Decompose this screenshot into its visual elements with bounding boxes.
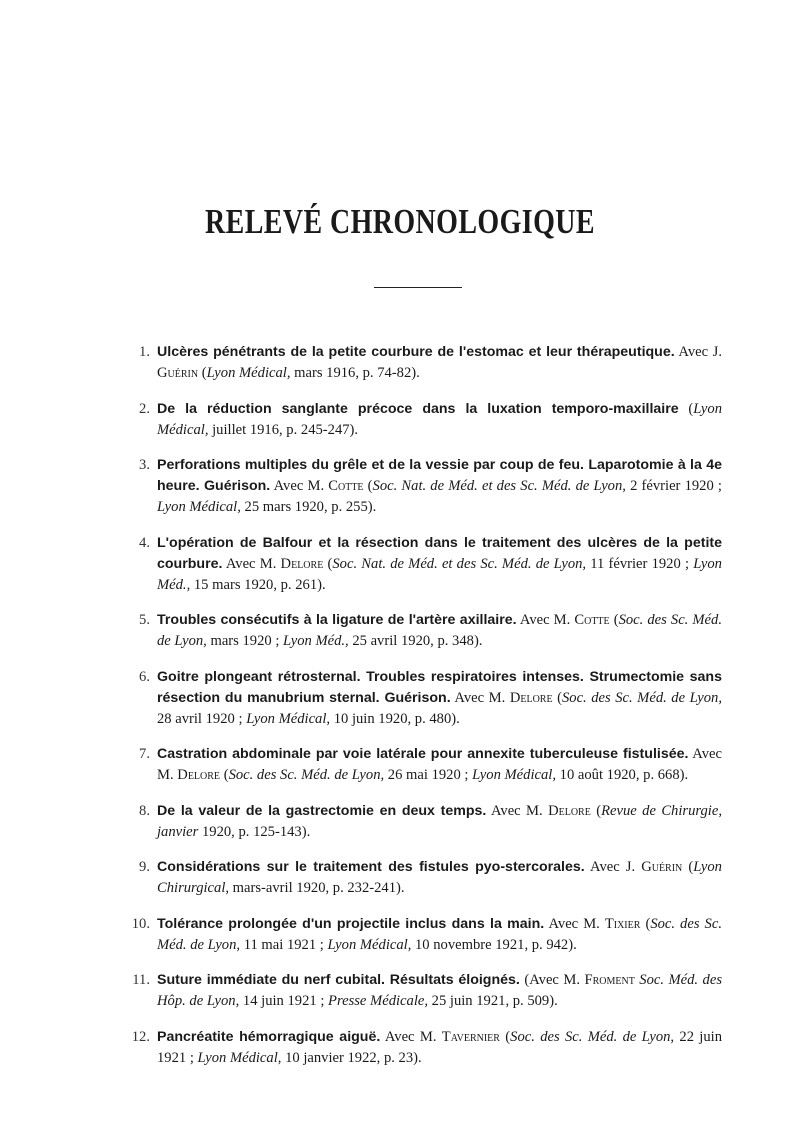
- citation-text: 25 mars 1920, p. 255).: [240, 499, 377, 515]
- citation-text: Avec J.: [584, 859, 642, 875]
- citation-text: mars-avril 1920, p. 232-241).: [229, 880, 405, 896]
- author-name: Delore: [548, 802, 591, 819]
- publication-ref: Soc. Nat. de Méd. et des Sc. Méd. de Lyon,: [332, 555, 587, 572]
- publication-ref: Lyon Médical,: [206, 365, 291, 381]
- list-item: [0, 801, 800, 843]
- entry-title: L'opération de Balfour et la résection dans le traitement des ulcères de la petite courbure.: [157, 534, 722, 572]
- publication-ref: Revue de Chirurgie, janvier: [157, 802, 722, 840]
- publication-ref: Lyon Médical,: [327, 936, 412, 953]
- entry-number: 4.: [139, 534, 150, 551]
- citation-text: juillet 1916, p. 245-247).: [208, 421, 359, 438]
- citation-text: 1920, p. 125-143).: [198, 823, 311, 840]
- entry-number: 1.: [139, 344, 150, 360]
- citation-text: 26 mai 1920 ;: [384, 767, 473, 783]
- citation-text: Avec J.: [674, 344, 722, 360]
- list-item: [0, 744, 800, 786]
- author-name: Tixier: [604, 915, 641, 932]
- citation-text: 25 avril 1920, p. 348).: [348, 633, 483, 649]
- citation-text: Avec M.: [222, 555, 281, 572]
- entry-number: 10.: [131, 915, 150, 932]
- list-item: [0, 667, 800, 730]
- publication-ref: Soc. des Sc. Méd. de Lyon,: [510, 1028, 675, 1045]
- publication-ref: Lyon Médical,: [157, 400, 722, 438]
- entry-number: 9.: [139, 859, 150, 875]
- citation-text: 2 février 1920 ;: [625, 478, 722, 494]
- citation-text: Avec M.: [544, 915, 605, 932]
- author-name: Cotte: [328, 478, 364, 494]
- citation-text: (: [220, 767, 229, 783]
- entry-number: 5.: [139, 612, 150, 628]
- citation-text: Avec M.: [486, 802, 549, 819]
- entry-title: Goitre plongeant rétrosternal. Troubles respiratoires intenses. Strumectomie sans résection du manubrium sternal. Guérison.: [157, 668, 722, 706]
- entry-title: Ulcères pénétrants de la petite courbure de l'estomac et leur thérapeutique.: [157, 344, 675, 360]
- entry-title: De la valeur de la gastrectomie en deux temps.: [157, 802, 487, 819]
- title-divider: [374, 287, 462, 288]
- publication-ref: Soc. Méd. des Hôp. de Lyon,: [157, 972, 722, 1009]
- entry-number: 12.: [131, 1028, 150, 1045]
- publication-ref: Lyon Médical,: [157, 499, 241, 515]
- publication-ref: Soc. des Sc. Méd. de Lyon,: [561, 689, 723, 706]
- citation-text: mars 1920 ;: [206, 633, 284, 649]
- citation-text: (: [682, 859, 694, 875]
- list-item: [0, 1027, 800, 1069]
- citation-text: Avec M.: [516, 612, 575, 628]
- publication-ref: Lyon Méd.,: [283, 633, 349, 649]
- citation-text: 11 mai 1921 ;: [240, 936, 328, 953]
- citation-text: Avec M.: [270, 478, 329, 494]
- publication-ref: Lyon Médical,: [246, 710, 331, 727]
- list-item: [0, 533, 800, 596]
- publication-ref: Soc. Nat. de Méd. et des Sc. Méd. de Lyon,: [372, 478, 626, 494]
- publication-ref: Presse Médicale,: [328, 993, 429, 1009]
- author-name: Delore: [177, 767, 221, 783]
- list-item: [0, 455, 800, 518]
- author-name: Delore: [509, 689, 553, 706]
- author-name: Delore: [280, 555, 324, 572]
- entry-title: Pancréatite hémorragique aiguë.: [157, 1028, 381, 1045]
- chronological-list: [0, 342, 800, 1083]
- entry-title: Castration abdominale par voie latérale pour annexite tuberculeuse fistulisée.: [157, 746, 689, 762]
- publication-ref: Lyon Chirurgical,: [157, 859, 722, 896]
- entry-title: Suture immédiate du nerf cubital. Résultats éloignés.: [157, 972, 520, 988]
- citation-text: (: [499, 1028, 511, 1045]
- citation-text: 10 juin 1920, p. 480).: [330, 710, 460, 727]
- entry-number: 11.: [132, 972, 150, 988]
- list-item: [0, 914, 800, 956]
- list-item: [0, 342, 800, 384]
- publication-ref: Soc. des Sc. Méd. de Lyon,: [157, 915, 722, 953]
- citation-text: Avec M.: [450, 689, 510, 706]
- list-item: [0, 399, 800, 441]
- entry-number: 6.: [139, 668, 150, 685]
- author-name: Froment: [584, 972, 635, 988]
- entry-title: De la réduction sanglante précoce dans la luxation temporo-maxillaire: [157, 400, 679, 417]
- author-name: Guérin: [157, 365, 199, 381]
- publication-ref: Lyon Médical,: [472, 767, 556, 783]
- list-item: [0, 857, 800, 899]
- entry-title: Troubles consécutifs à la ligature de l'artère axillaire.: [157, 612, 517, 628]
- citation-text: 11 février 1920 ;: [586, 555, 694, 572]
- citation-text: 22 juin 1921 ;: [157, 1028, 723, 1066]
- citation-text: (: [363, 478, 373, 494]
- citation-text: Avec M.: [157, 746, 722, 783]
- citation-text: 10 janvier 1922, p. 23).: [281, 1049, 422, 1066]
- entry-number: 8.: [139, 802, 150, 819]
- citation-text: 28 avril 1920 ;: [157, 710, 247, 727]
- citation-text: 15 mars 1920, p. 261).: [190, 576, 326, 593]
- citation-text: (Avec M.: [519, 972, 585, 988]
- citation-text: (: [640, 915, 651, 932]
- citation-text: (: [590, 802, 602, 819]
- citation-text: 10 novembre 1921, p. 942).: [411, 936, 577, 953]
- publication-ref: Lyon Médical,: [197, 1049, 282, 1066]
- citation-text: (: [609, 612, 619, 628]
- entry-title: Considérations sur le traitement des fistules pyo-stercorales.: [157, 859, 585, 875]
- list-item: [0, 610, 800, 652]
- citation-text: 14 juin 1921 ;: [239, 993, 329, 1009]
- citation-text: mars 1916, p. 74-82).: [290, 365, 420, 381]
- citation-text: (: [678, 400, 694, 417]
- citation-text: 25 juin 1921, p. 509).: [428, 993, 558, 1009]
- citation-text: (: [198, 365, 207, 381]
- page-title: RELEVÉ CHRONOLOGIQUE: [205, 202, 595, 241]
- author-name: Guérin: [641, 859, 683, 875]
- entry-title: Perforations multiples du grêle et de la vessie par coup de feu. Laparotomie à la 4e heure. Guérison.: [157, 457, 722, 494]
- entry-number: 3.: [139, 457, 150, 473]
- author-name: Cotte: [574, 612, 610, 628]
- entry-number: 2.: [139, 400, 150, 417]
- citation-text: Avec M.: [380, 1028, 442, 1045]
- citation-text: 10 août 1920, p. 668).: [556, 767, 689, 783]
- entry-number: 7.: [139, 746, 150, 762]
- list-item: [0, 970, 800, 1012]
- citation-text: (: [323, 555, 333, 572]
- author-name: Tavernier: [441, 1028, 500, 1045]
- publication-ref: Soc. des Sc. Méd. de Lyon,: [228, 767, 385, 783]
- publication-ref: Soc. des Sc. Méd. de Lyon,: [157, 612, 722, 649]
- publication-ref: Lyon Méd.,: [157, 555, 722, 593]
- citation-text: (: [552, 689, 562, 706]
- entry-title: Tolérance prolongée d'un projectile inclus dans la main.: [157, 915, 545, 932]
